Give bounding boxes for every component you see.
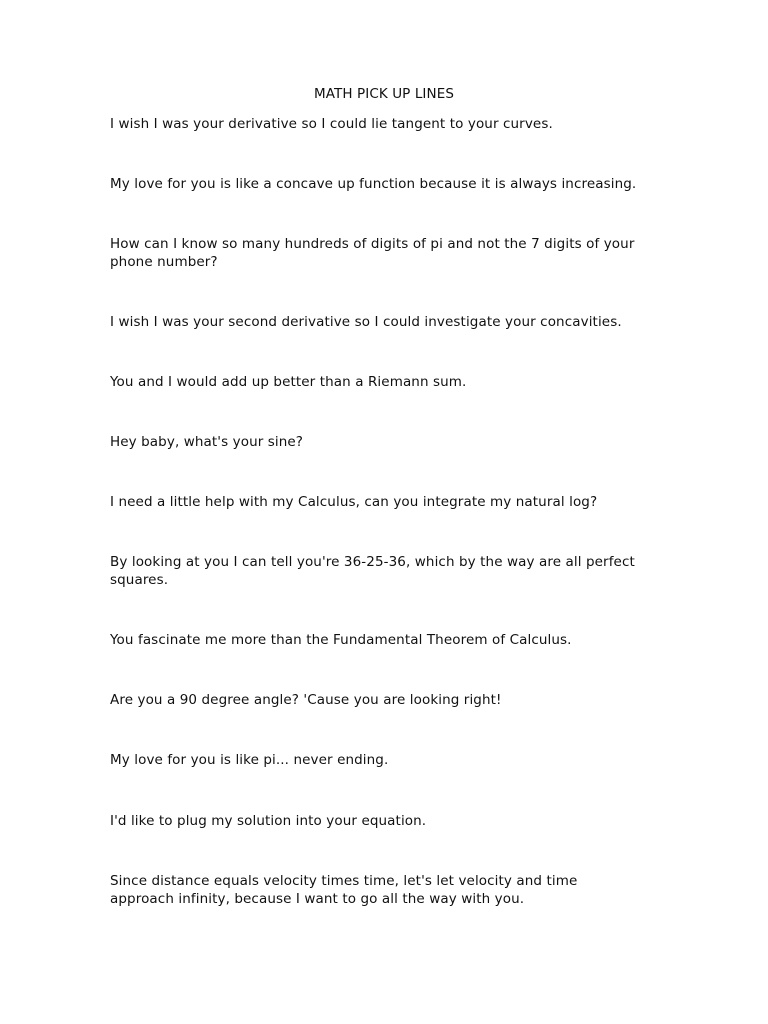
pickup-line-10: Are you a 90 degree angle? 'Cause you are looking right! [110, 692, 502, 708]
pickup-line-12: I'd like to plug my solution into your equation. [110, 813, 427, 829]
pickup-line-11: My love for you is like pi... never ending. [110, 752, 389, 768]
pickup-line-4: I wish I was your second derivative so I could investigate your concavities. [110, 314, 622, 330]
pickup-line-7: I need a little help with my Calculus, can you integrate my natural log? [110, 494, 598, 510]
document-title: MATH PICK UP LINES [313, 86, 455, 102]
pickup-line-1: I wish I was your derivative so I could lie tangent to your curves. [110, 116, 553, 132]
pickup-line-5: You and I would add up better than a Riemann sum. [110, 374, 467, 390]
pickup-line-8: By looking at you I can tell you're 36-25-36, which by the way are all perfect squares. [110, 554, 635, 588]
pickup-line-3: How can I know so many hundreds of digits of pi and not the 7 digits of your phone number? [110, 236, 635, 270]
pickup-line-13: Since distance equals velocity times time, let's let velocity and time approach infinity, because I want to go all the way with you. [110, 873, 578, 907]
pickup-line-2: My love for you is like a concave up function because it is always increasing. [110, 176, 637, 192]
pickup-line-9: You fascinate me more than the Fundamental Theorem of Calculus. [110, 632, 572, 648]
pickup-line-6: Hey baby, what's your sine? [110, 434, 304, 450]
